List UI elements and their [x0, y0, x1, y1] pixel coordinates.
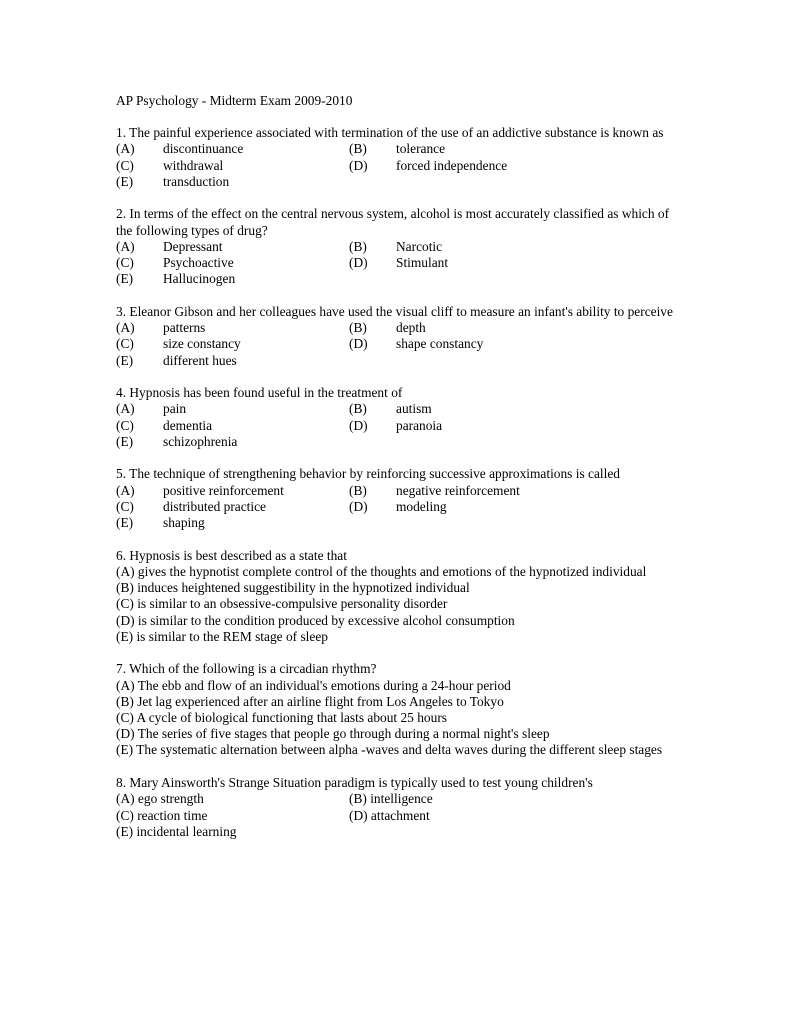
- option-row: [116, 515, 676, 531]
- option-text: paranoia: [396, 417, 443, 433]
- question-4: [116, 385, 676, 450]
- option-text: Psychoactive: [163, 255, 234, 271]
- option-text: dementia: [163, 417, 213, 433]
- option-text: (B) intelligence: [349, 791, 433, 807]
- option-letter: (B): [349, 238, 367, 254]
- option-row: [116, 824, 676, 840]
- option-text: negative reinforcement: [396, 482, 520, 498]
- option-text: discontinuance: [163, 141, 244, 157]
- option-row: [116, 141, 676, 157]
- option-line: (B) Jet lag experienced after an airline flight from Los Angeles to Tokyo: [116, 693, 504, 709]
- option-text: pain: [163, 401, 187, 417]
- question-stem: 1. The painful experience associated with termination of the use of an addictive substance is known as: [116, 125, 664, 141]
- question-3: [116, 304, 676, 369]
- option-line: (D) The series of five stages that people go through during a normal night's sleep: [116, 726, 550, 742]
- option-letter: (D): [349, 157, 368, 173]
- option-letter: (A): [116, 238, 135, 254]
- option-letter: (D): [349, 255, 368, 271]
- question-5: [116, 466, 676, 531]
- option-text: schizophrenia: [163, 433, 238, 449]
- option-row: [116, 320, 676, 336]
- option-letter: (C): [116, 157, 134, 173]
- option-letter: (E): [116, 515, 134, 531]
- option-letter: (B): [349, 401, 367, 417]
- option-text: (D) attachment: [349, 807, 430, 823]
- option-row: [116, 239, 676, 255]
- question-stem: 2. In terms of the effect on the central nervous system, alcohol is most accurately classified as which of the following types of drug?: [116, 206, 670, 238]
- option-line: (D) is similar to the condition produced by excessive alcohol consumption: [116, 612, 515, 628]
- option-line: (E) The systematic alternation between alpha -waves and delta waves during the different sleep stages: [116, 742, 663, 758]
- option-text: Hallucinogen: [163, 271, 236, 287]
- option-row: [116, 353, 676, 369]
- option-row: [116, 808, 676, 824]
- option-letter: (C): [116, 255, 134, 271]
- option-letter: (B): [349, 141, 367, 157]
- option-letter: (D): [349, 417, 368, 433]
- option-letter: (B): [349, 320, 367, 336]
- question-stem: 4. Hypnosis has been found useful in the treatment of: [116, 385, 403, 401]
- option-letter: (B): [349, 482, 367, 498]
- option-text: (C) reaction time: [116, 807, 208, 823]
- option-text: patterns: [163, 320, 206, 336]
- option-row: [116, 255, 676, 271]
- option-row: [116, 434, 676, 450]
- option-letter: (E): [116, 352, 134, 368]
- exam-page: [116, 93, 676, 856]
- option-text: (A) ego strength: [116, 791, 204, 807]
- option-text: transduction: [163, 173, 230, 189]
- question-7: [116, 661, 676, 758]
- option-row: [116, 791, 676, 807]
- option-row: [116, 483, 676, 499]
- page-title: AP Psychology - Midterm Exam 2009-2010: [116, 93, 353, 108]
- option-row: [116, 336, 676, 352]
- option-row: [116, 158, 676, 174]
- option-text: depth: [396, 320, 426, 336]
- option-text: Narcotic: [396, 238, 443, 254]
- option-letter: (E): [116, 271, 134, 287]
- option-text: autism: [396, 401, 432, 417]
- option-letter: (A): [116, 401, 135, 417]
- option-letter: (E): [116, 433, 134, 449]
- option-letter: (A): [116, 141, 135, 157]
- option-letter: (D): [349, 336, 368, 352]
- question-stem: 6. Hypnosis is best described as a state that: [116, 547, 347, 563]
- option-line: (A) The ebb and flow of an individual's emotions during a 24-hour period: [116, 677, 511, 693]
- option-text: forced independence: [396, 157, 508, 173]
- option-letter: (A): [116, 320, 135, 336]
- question-6: [116, 548, 676, 645]
- option-row: [116, 499, 676, 515]
- question-2: [116, 206, 676, 287]
- option-letter: (A): [116, 482, 135, 498]
- option-row: [116, 271, 676, 287]
- option-text: different hues: [163, 352, 237, 368]
- option-text: shape constancy: [396, 336, 484, 352]
- question-stem: 7. Which of the following is a circadian rhythm?: [116, 661, 377, 677]
- option-text: withdrawal: [163, 157, 224, 173]
- option-row: [116, 418, 676, 434]
- option-letter: (C): [116, 336, 134, 352]
- question-1: [116, 125, 676, 190]
- option-line: (C) A cycle of biological functioning that lasts about 25 hours: [116, 710, 447, 726]
- option-letter: (C): [116, 417, 134, 433]
- option-text: Depressant: [163, 238, 223, 254]
- option-text: positive reinforcement: [163, 482, 284, 498]
- option-text: Stimulant: [396, 255, 449, 271]
- option-letter: (D): [349, 498, 368, 514]
- option-text: shaping: [163, 515, 205, 531]
- option-text: (E) incidental learning: [116, 823, 237, 839]
- option-letter: (E): [116, 173, 134, 189]
- option-letter: (C): [116, 498, 134, 514]
- option-text: modeling: [396, 498, 447, 514]
- option-text: size constancy: [163, 336, 241, 352]
- option-line: (A) gives the hypnotist complete control of the thoughts and emotions of the hypnotized individual: [116, 563, 647, 579]
- question-stem: 8. Mary Ainsworth's Strange Situation paradigm is typically used to test young children's: [116, 775, 593, 791]
- question-stem: 3. Eleanor Gibson and her colleagues have used the visual cliff to measure an infant's ability to perceive: [116, 303, 673, 319]
- option-row: [116, 401, 676, 417]
- option-line: (E) is similar to the REM stage of sleep: [116, 628, 328, 644]
- option-line: (C) is similar to an obsessive-compulsive personality disorder: [116, 596, 448, 612]
- option-row: [116, 174, 676, 190]
- option-text: distributed practice: [163, 498, 266, 514]
- option-line: (B) induces heightened suggestibility in the hypnotized individual: [116, 580, 470, 596]
- question-8: [116, 775, 676, 840]
- option-text: tolerance: [396, 141, 446, 157]
- question-stem: 5. The technique of strengthening behavior by reinforcing successive approximations is called: [116, 466, 620, 482]
